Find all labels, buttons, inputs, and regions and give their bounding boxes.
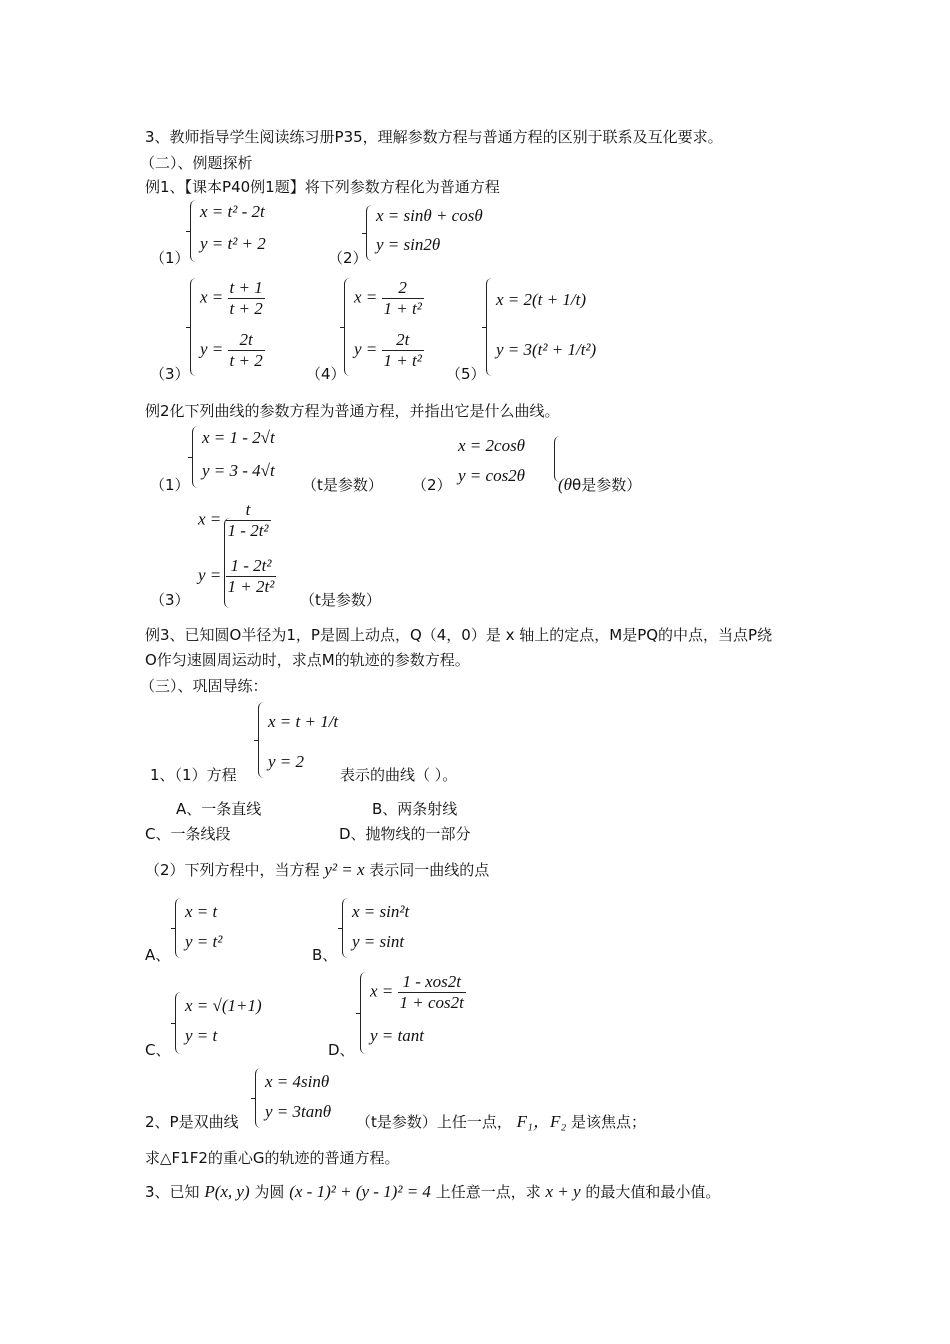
ex1-s3-frac2-den: t + 2 [229, 351, 263, 370]
ex1-s4-frac1-den: 1 + t² [383, 299, 422, 318]
q1-label: 1、（1）方程 [150, 766, 237, 784]
q2-system-d: x = $\frac{\text{1 - xos2t}}{1 + \cos 2t}$ y = tant [360, 972, 490, 1054]
ex2-s1-eq-x: x = 1 - 2√t [202, 428, 275, 447]
section-2-heading: （二）、例题探析 [140, 154, 253, 172]
q2-option-a-label: A、 [145, 946, 171, 964]
q2-d-frac-den: 1 + cos2t [399, 993, 464, 1012]
q1-eq-x: x = t + 1/t [268, 712, 339, 731]
q1-option-a: A、一条直线 [176, 800, 262, 818]
q2-post: 表示同一曲线的点 [369, 861, 490, 879]
ex2-param-note-2-text: θ是参数） [572, 476, 642, 494]
ex2-system-2 [456, 432, 566, 490]
ex1-s2-eq-y: y = sin2θ [376, 235, 441, 254]
q2-equation: y² = x [324, 860, 365, 879]
example-3-line-1: 例3、已知圆O半径为1，P是圆上动点，Q（4，0）是 x 轴上的定点，M是PQ的中点，当点P绕 [145, 626, 773, 644]
q2-a-eq-x: x = t [185, 902, 218, 921]
q1-option-d: D、抛物线的一部分 [339, 825, 471, 843]
ex2-label-2: （2） [412, 476, 452, 494]
q2-system-a [175, 898, 265, 958]
ex1-s4-frac2-num: 2t [382, 330, 424, 351]
intro-line: 3、教师指导学生阅读练习册P35，理解参数方程与普通方程的区别于联系及互化要求。 [145, 128, 723, 146]
ex2-s2-eq-x: x = 2cosθ [458, 436, 526, 455]
q2-c-eq-x: x = √(1+1) [185, 996, 262, 1015]
q2-b-eq-y: y = sint [352, 932, 405, 951]
ex1-system-4: x = $\frac{2}{\text{1 + t²}}$ y = $\frac{2t}{\text{1 + t²}}$ [344, 278, 444, 376]
ex2-s3-frac1-den: 1 - 2t² [227, 521, 269, 540]
q4-end: 的最大值和最小值。 [585, 1183, 721, 1201]
q3-foci: F₁，F₂ [516, 1112, 567, 1131]
ex1-s4-frac1-num: 2 [382, 278, 424, 299]
ex1-s3-frac1-num: t + 1 [229, 278, 263, 297]
ex2-system-3: x = $\frac{t}{\text{1 - 2t²}}$ y = $\frac{\text{1 - 2t²}}{\text{1 + 2t²}}$ [196, 500, 296, 610]
ex1-s5-eq-x: x = 2(t + 1/t) [496, 290, 586, 309]
q4-mid2: 上任意一点，求 [435, 1183, 541, 1201]
ex2-s2-eq-y: y = cos2θ [458, 466, 526, 485]
ex2-system-1 [192, 426, 302, 488]
q4-pre: 3、已知 [145, 1183, 200, 1201]
q1-system [258, 702, 338, 778]
q1-eq-y: y = 2 [268, 752, 305, 771]
ex2-s1-eq-y: y = 3 - 4√t [202, 461, 275, 480]
q2-option-c-label: C、 [145, 1041, 171, 1059]
q2-c-eq-y: y = t [185, 1026, 218, 1045]
q4-circle-equation: (x - 1)² + (y - 1)² = 4 [289, 1182, 431, 1201]
q2-option-b-label: B、 [312, 946, 338, 964]
q3-line-2: 求△F1F2的重心G的轨迹的普通方程。 [145, 1149, 400, 1167]
q3-eq-x: x = 4sinθ [265, 1072, 330, 1091]
q2-d-eq-y: y = tant [370, 1026, 424, 1045]
q2-d-frac-num: 1 - xos2t [398, 972, 466, 993]
ex1-s1-eq-x: x = t² - 2t [200, 202, 265, 221]
ex1-s3-frac1-den: t + 2 [229, 299, 263, 318]
q3-tail [356, 1112, 646, 1132]
q1-option-c: C、一条线段 [145, 825, 231, 843]
ex1-label-2: （2） [328, 249, 368, 267]
ex1-system-2 [366, 205, 516, 261]
q3-end: 是该焦点； [571, 1113, 647, 1131]
ex2-label-3: （3） [150, 591, 190, 609]
ex1-label-3: （3） [150, 365, 190, 383]
q4-expression: x + y [545, 1182, 581, 1201]
ex1-s5-eq-y: y = 3(t² + 1/t²) [496, 340, 597, 359]
q3-system [255, 1068, 355, 1128]
ex2-param-note-1: （t是参数） [302, 476, 383, 494]
q2-system-b [342, 898, 442, 958]
ex1-label-1: （1） [150, 249, 190, 267]
q3-eq-y: y = 3tanθ [265, 1102, 332, 1121]
section-3-heading: （三）、巩固导练： [140, 677, 268, 695]
q3-label: 2、P是双曲线 [145, 1113, 239, 1131]
ex2-param-note-2: (θθ是参数） [558, 475, 642, 494]
q4-mid: 为圆 [254, 1183, 285, 1201]
q4-point: P(x, y) [204, 1182, 250, 1201]
ex2-s3-frac2-den: 1 + 2t² [227, 577, 275, 596]
example-3-line-2: O作匀速圆周运动时，求点M的轨迹的参数方程。 [145, 651, 470, 669]
ex1-system-3: x = $\frac{t + 1}{t + 2}$ y = $\frac{2t}{t + 2}$ [190, 278, 280, 376]
q4-line [145, 1182, 720, 1202]
ex2-s3-frac1-num: t [226, 500, 271, 521]
ex1-s1-eq-y: y = t² + 2 [200, 234, 266, 253]
ex1-system-5 [486, 278, 626, 376]
q1-tail: 表示的曲线（ ）。 [340, 766, 458, 784]
q2-option-d-label: D、 [328, 1041, 355, 1059]
q2-system-c [175, 992, 275, 1054]
example-2-title: 例2化下列曲线的参数方程为普通方程，并指出它是什么曲线。 [145, 402, 560, 420]
ex2-label-1: （1） [150, 476, 190, 494]
q3-tail-text: （t是参数）上任一点， [356, 1113, 512, 1131]
ex1-s2-eq-x: x = sinθ + cosθ [376, 206, 483, 225]
example-1-title: 例1、【课本P40例1题】将下列参数方程化为普通方程 [145, 178, 500, 196]
q2-a-eq-y: y = t² [185, 932, 223, 951]
ex1-system-1 [190, 200, 300, 262]
ex1-label-5: （5） [446, 365, 486, 383]
ex1-s3-frac2-num: 2t [228, 330, 265, 351]
q1-option-b: B、两条射线 [372, 800, 458, 818]
ex1-s4-frac2-den: 1 + t² [383, 351, 422, 370]
q2-pre: （2）下列方程中，当方程 [145, 861, 320, 879]
ex1-label-4: （4） [306, 365, 346, 383]
ex2-s3-frac2-num: 1 - 2t² [226, 556, 277, 577]
q2-line [145, 860, 489, 880]
ex2-param-note-3: （t是参数） [300, 591, 381, 609]
q2-b-eq-x: x = sin²t [352, 902, 410, 921]
